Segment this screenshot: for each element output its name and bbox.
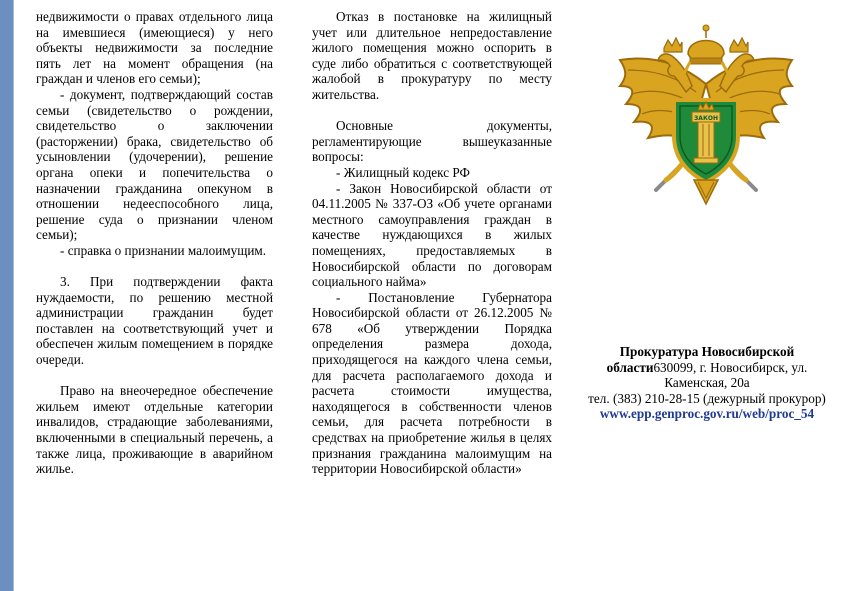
shield-text: ЗАКОН bbox=[694, 115, 718, 122]
paragraph-refusal-appeal: Отказ в постановке на жилищный учет или длительное непредоставление жилого помещения можно оспорить в суде либо обратиться с соответствующей жалобой в прокуратуру по месту жительства. bbox=[312, 9, 552, 102]
column-middle bbox=[312, 9, 552, 477]
left-margin-bar bbox=[0, 0, 13, 591]
column-left bbox=[36, 9, 273, 477]
org-name: Прокуратура Новосибирской области bbox=[606, 344, 795, 375]
list-item-housing-code: - Жилищный кодекс РФ bbox=[336, 164, 470, 180]
contact-org-line bbox=[576, 344, 838, 375]
address-line-1: 630099, г. Новосибирск, ул. bbox=[653, 359, 808, 375]
paragraph-priority-housing: Право на внеочередное обеспечение жильем имеют отдельные категории инвалидов, страдающие заболеваниями, включенными в специальный перечень, а также лица, проживающие в аварийном жилье. bbox=[36, 383, 273, 477]
paragraph-main-documents: Основные документы, регламентирующие вышеуказанные вопросы: bbox=[312, 118, 552, 165]
paragraph-need-confirmation: 3. При подтверждении факта нуждаемости, по решению местной администрации гражданин будет поставлен на соответствующий учет и обеспечен жилым помещением в порядке очереди. bbox=[36, 274, 273, 368]
phone: тел. (383) 210-28-15 (дежурный прокурор) bbox=[588, 390, 826, 406]
paragraph-low-income-certificate: - справка о признании малоимущим. bbox=[60, 242, 267, 258]
contact-block bbox=[576, 344, 838, 422]
prosecutor-emblem-icon bbox=[606, 14, 806, 214]
paragraph-family-documents: - документ, подтверждающий состав семьи (свидетельство о рождении, свидетельство о заключении (расторжении) брака, свидетельство об усыновлении (удочерении), решение органа опеки и попечительства о назначении гражданина опекуном в отношении недееспособного лица, решение суда о признании членом семьи); bbox=[36, 86, 273, 243]
address-line-2: Каменская, 20а bbox=[664, 375, 750, 391]
paragraph-property-rights: недвижимости о правах отдельного лица на имевшиеся (имеющиеся) у него объекты недвижимости за последние пять лет на момент обращения (на граждан и членов его семьи); bbox=[36, 9, 273, 87]
website-link[interactable]: www.epp.genproc.gov.ru/web/proc_54 bbox=[599, 406, 815, 422]
list-item-governor-decree: - Постановление Губернатора Новосибирской области от 26.12.2005 № 678 «Об утверждении Порядка определения размера дохода, приходящегося на каждого члена семьи, для расчета располагаемого дохода и расчета стоимости имущества, находящегося в собственности членов семьи, для расчета потребности в средствах на приобретение жилья в целях признания гражданина малоимущим на территории Новосибирской области» bbox=[312, 289, 552, 477]
list-item-regional-law: - Закон Новосибирской области от 04.11.2005 № 337-ОЗ «Об учете органами местного самоуправления граждан в качестве нуждающихся в жилых помещениях, предоставляемых в Новосибирской области по договорам социального найма» bbox=[312, 180, 552, 290]
left-margin-line bbox=[13, 0, 14, 591]
